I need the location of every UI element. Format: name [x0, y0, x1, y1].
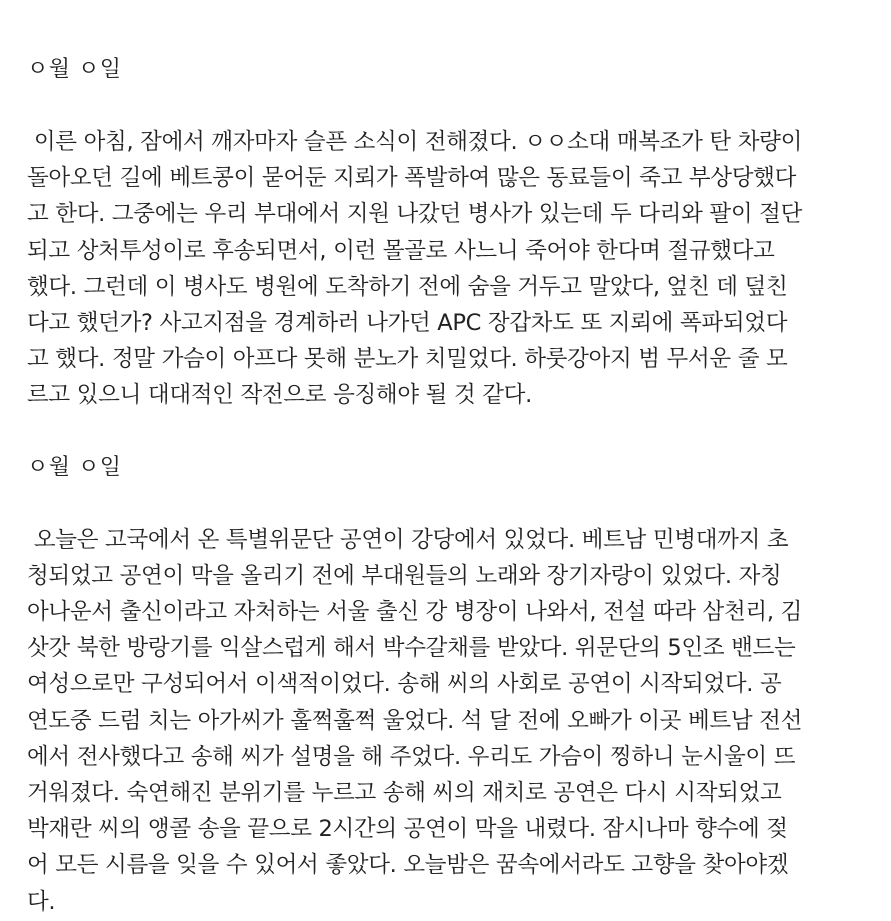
- body-line: 다고 했던가? 사고지점을 경계하러 나가던 APC 장갑차도 또 지뢰에 폭파되었다: [27, 310, 788, 337]
- spacer: [27, 414, 867, 450]
- body-line: 이른 아침, 잠에서 깨자마자 슬픈 소식이 전해졌다. ㅇㅇ소대 매복조가 탄 차량이: [27, 129, 802, 155]
- body-line: 오늘은 고국에서 온 특별위문단 공연이 강당에서 있었다. 베트남 민병대까지 초: [27, 526, 789, 553]
- body-line: 여성으로만 구성되어서 이색적이었다. 송해 씨의 사회로 공연이 시작되었다. 공: [27, 671, 782, 698]
- body-line: 다.: [27, 888, 56, 915]
- body-line: 에서 전사했다고 송해 씨가 설명을 해 주었다. 우리도 가슴이 찡하니 눈시울이 뜨: [27, 743, 796, 770]
- diary-entry-2: [27, 450, 867, 920]
- diary-page: [27, 52, 867, 920]
- body-line: 연도중 드럼 치는 아가씨가 훌쩍훌쩍 울었다. 석 달 전에 오빠가 이곳 베트남 전선: [27, 707, 802, 734]
- body-line: 고 한다. 그중에는 우리 부대에서 지원 나갔던 병사가 있는데 두 다리와 팔이 절단: [27, 201, 802, 228]
- body-line: 청되었고 공연이 막을 올리기 전에 부대원들의 노래와 장기자랑이 있었다. 자칭: [27, 562, 782, 589]
- body-line: 했다. 그런데 이 병사도 병원에 도착하기 전에 숨을 거두고 말았다, 엎친 데 덮친: [27, 273, 788, 300]
- body-line: 아나운서 출신이라고 자처하는 서울 출신 강 병장이 나와서, 전설 따라 삼천리, 김: [27, 599, 802, 626]
- body-line: 박재란 씨의 앵콜 송을 끝으로 2시간의 공연이 막을 내렸다. 잠시나마 향수에 젖: [27, 816, 788, 843]
- body-line: 삿갓 북한 방랑기를 익살스럽게 해서 박수갈채를 받았다. 위문단의 5인조 밴드는: [27, 635, 796, 662]
- entry-date: ㅇ월 ㅇ일: [27, 57, 122, 82]
- body-line: 고 했다. 정말 가슴이 아프다 못해 분노가 치밀었다. 하룻강아지 범 무서운 줄 모: [27, 346, 788, 373]
- diary-entry-1: [27, 52, 867, 450]
- entry-body: [27, 522, 867, 920]
- entry-body: [27, 124, 867, 414]
- spacer: [27, 88, 867, 124]
- entry-date: ㅇ월 ㅇ일: [27, 454, 122, 480]
- body-line: 돌아오던 길에 베트콩이 묻어둔 지뢰가 폭발하여 많은 동료들이 죽고 부상당했다: [27, 165, 797, 192]
- body-line: 거워졌다. 숙연해진 분위기를 누르고 송해 씨의 재치로 공연은 다시 시작되었고: [27, 780, 782, 807]
- body-line: 르고 있으니 대대적인 작전으로 응징해야 될 것 같다.: [27, 382, 532, 409]
- spacer: [27, 486, 867, 522]
- body-line: 어 모든 시름을 잊을 수 있어서 좋았다. 오늘밤은 꿈속에서라도 고향을 찾아야겠: [27, 852, 789, 879]
- body-line: 되고 상처투성이로 후송되면서, 이런 몰골로 사느니 죽어야 한다며 절규했다고: [27, 237, 775, 264]
